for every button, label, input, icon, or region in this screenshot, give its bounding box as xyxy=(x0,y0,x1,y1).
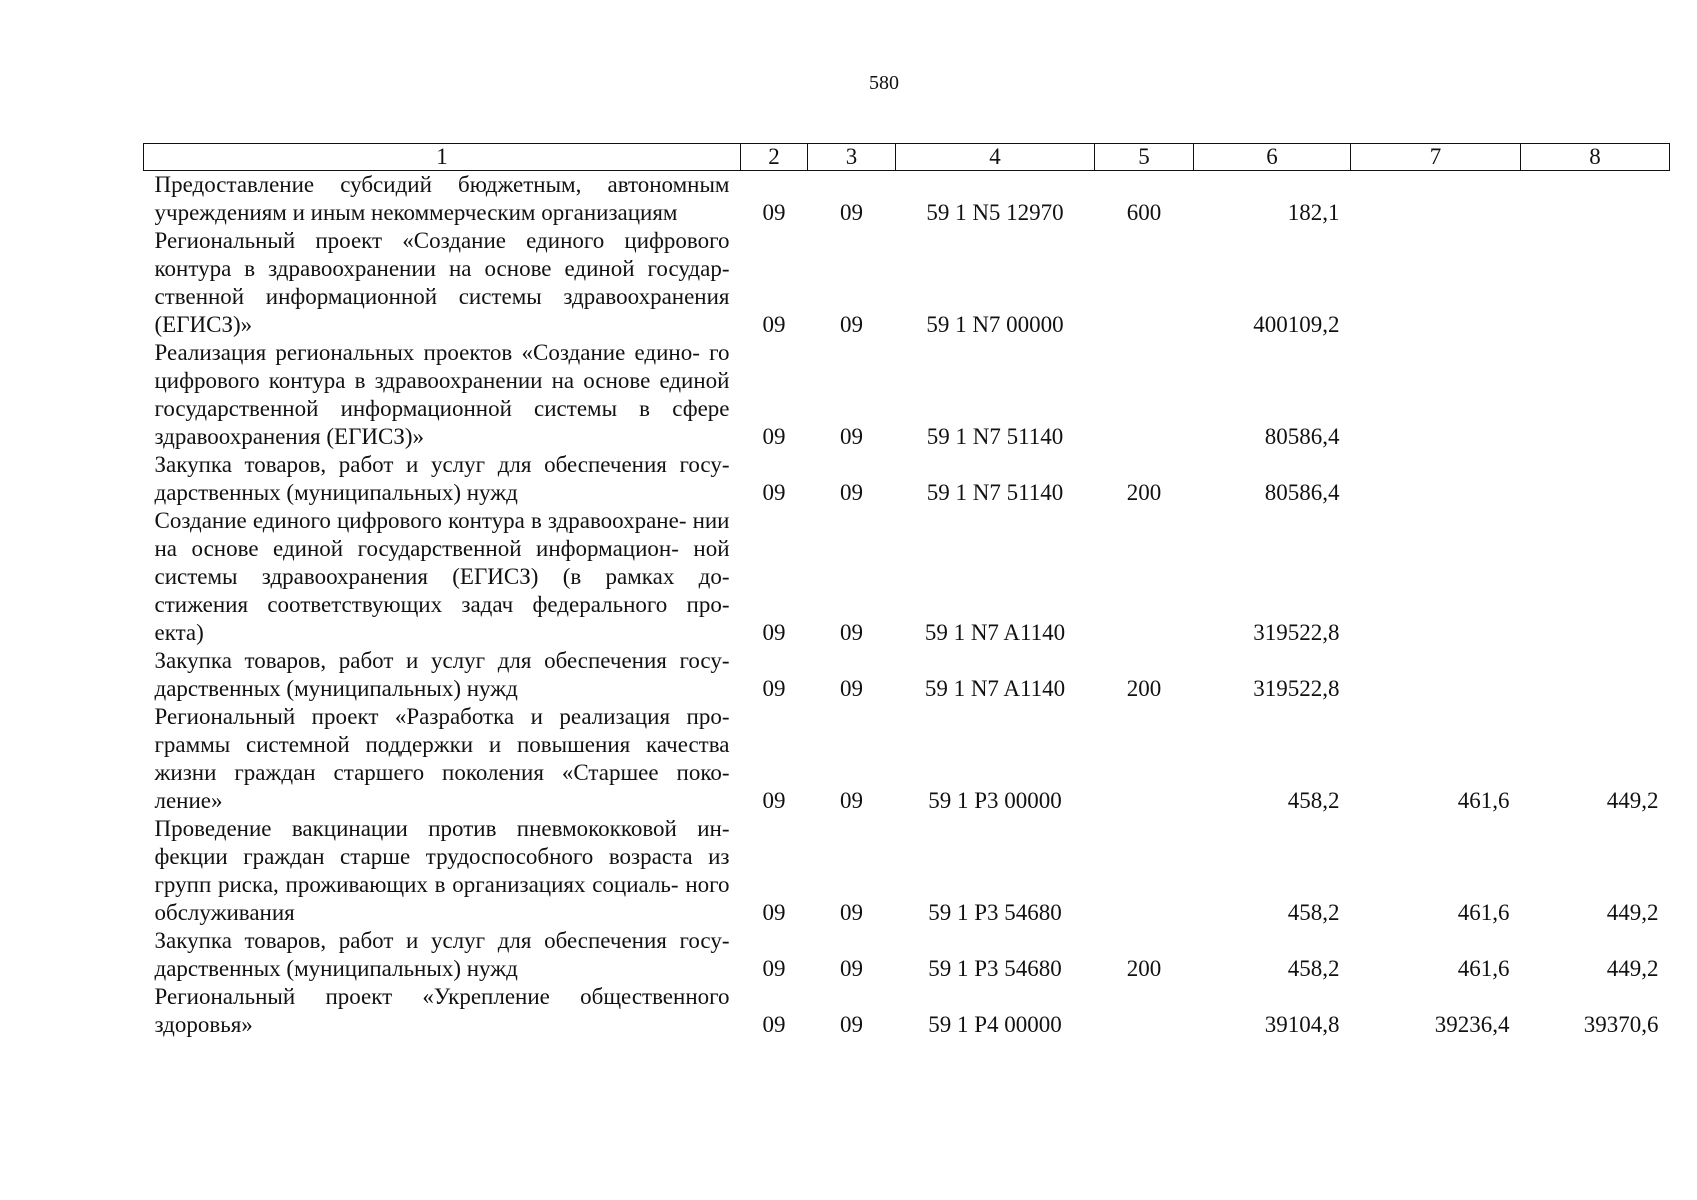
amount-col-7 xyxy=(1351,339,1521,451)
target-article-code: 59 1 N7 A1140 xyxy=(924,676,1066,701)
amount-col-7 xyxy=(1351,647,1521,703)
target-article-code: 59 1 P3 54680 xyxy=(928,900,1062,925)
amount-col-6: 458,2 xyxy=(1287,788,1340,813)
subsection-code: 09 xyxy=(840,900,863,925)
amount-col-7: 461,6 xyxy=(1457,900,1510,925)
section-code: 09 xyxy=(762,1012,786,1037)
target-article-code: 59 1 P3 00000 xyxy=(928,788,1062,813)
section-code: 09 xyxy=(762,900,786,925)
amount-col-7: 39236,4 xyxy=(1434,1012,1510,1037)
amount-col-8: 449,2 xyxy=(1606,788,1659,813)
description-line: ление» xyxy=(154,788,223,813)
amount-col-6: 182,1 xyxy=(1287,200,1340,225)
description-line: го цифрового контура в здравоохранении на основе xyxy=(154,340,730,393)
subsection-code: 09 xyxy=(840,620,863,645)
table-row xyxy=(144,647,1670,703)
table-row xyxy=(144,451,1670,507)
amount-col-6: 458,2 xyxy=(1287,900,1340,925)
target-article-code: 59 1 N5 12970 xyxy=(926,200,1064,225)
description-line: единой государственной информационной системы в xyxy=(154,368,730,421)
amount-col-6: 39104,8 xyxy=(1264,1012,1340,1037)
amount-col-6: 458,2 xyxy=(1287,956,1340,981)
subsection-code: 09 xyxy=(840,956,863,981)
row-description xyxy=(144,171,741,228)
section-code: 09 xyxy=(762,620,786,645)
description-line: стижения соответствующих задач федерального про- xyxy=(154,592,730,617)
description-line: ной системы здравоохранения (ЕГИСЗ) (в рамках до- xyxy=(154,536,730,589)
description-line: Закупка товаров, работ и услуг для обеспечения госу- xyxy=(154,648,730,673)
table-row xyxy=(144,507,1670,647)
expense-type-code xyxy=(1095,507,1194,647)
section-code: 09 xyxy=(762,424,786,449)
amount-col-6: 319522,8 xyxy=(1253,676,1340,701)
description-line: Закупка товаров, работ и услуг для обеспечения госу- xyxy=(154,928,730,953)
expense-type-code: 200 xyxy=(1126,480,1162,505)
expense-type-code xyxy=(1095,339,1194,451)
expense-type-code: 200 xyxy=(1126,956,1162,981)
amount-col-8 xyxy=(1521,647,1670,703)
description-line: сфере здравоохранения (ЕГИСЗ)» xyxy=(154,396,730,449)
amount-col-7: 461,6 xyxy=(1457,956,1510,981)
row-description xyxy=(144,507,741,647)
subsection-code: 09 xyxy=(840,480,863,505)
description-line: Создание единого цифрового контура в здравоохране- xyxy=(154,508,687,533)
description-line: ного обслуживания xyxy=(154,872,730,925)
subsection-code: 09 xyxy=(840,312,863,337)
table-row xyxy=(144,815,1670,927)
amount-col-8: 449,2 xyxy=(1606,956,1659,981)
amount-col-6: 400109,2 xyxy=(1253,312,1340,337)
column-header: 7 xyxy=(1351,144,1521,171)
description-line: здоровья» xyxy=(154,1012,253,1037)
section-code: 09 xyxy=(762,676,786,701)
table-row xyxy=(144,927,1670,983)
table-row xyxy=(144,983,1670,1039)
description-line: (ЕГИСЗ)» xyxy=(154,312,253,337)
description-line: ственной информационной системы здравоохранения xyxy=(154,284,730,309)
amount-col-8: 39370,6 xyxy=(1583,1012,1659,1037)
table-row xyxy=(144,703,1670,815)
description-line: фекции граждан старше трудоспособного возраста из xyxy=(154,844,730,869)
column-header: 2 xyxy=(741,144,808,171)
description-line: Предоставление субсидий бюджетным, автономным xyxy=(154,172,730,197)
subsection-code: 09 xyxy=(840,1012,863,1037)
column-header: 8 xyxy=(1521,144,1670,171)
column-header: 4 xyxy=(896,144,1095,171)
description-line: учреждениям и иным некоммерческим организациям xyxy=(154,200,678,225)
row-description xyxy=(144,227,741,339)
target-article-code: 59 1 P3 54680 xyxy=(928,956,1062,981)
amount-col-7 xyxy=(1351,451,1521,507)
amount-col-8: 449,2 xyxy=(1606,900,1659,925)
description-line: Проведение вакцинации против пневмококковой ин- xyxy=(154,816,730,841)
description-line: нии на основе единой государственной информацион- xyxy=(154,508,730,561)
row-description xyxy=(144,451,741,507)
subsection-code: 09 xyxy=(840,200,863,225)
amount-col-8 xyxy=(1521,227,1670,339)
description-line: екта) xyxy=(154,620,204,645)
table-body xyxy=(144,171,1670,1040)
description-line: групп риска, проживающих в организациях социаль- xyxy=(154,872,679,897)
amount-col-8 xyxy=(1521,339,1670,451)
amount-col-7: 461,6 xyxy=(1457,788,1510,813)
description-line: Закупка товаров, работ и услуг для обеспечения госу- xyxy=(154,452,730,477)
column-header: 1 xyxy=(144,144,741,171)
description-line: Региональный проект «Разработка и реализация про- xyxy=(154,704,730,729)
description-line: Реализация региональных проектов «Создание едино- xyxy=(154,340,700,365)
budget-table xyxy=(143,143,1670,1039)
row-description xyxy=(144,647,741,703)
table-header-row xyxy=(144,144,1670,171)
row-description xyxy=(144,815,741,927)
page-number: 580 xyxy=(869,72,899,94)
amount-col-6: 80586,4 xyxy=(1264,424,1340,449)
description-line: Региональный проект «Укрепление общественного xyxy=(154,984,730,1009)
row-description xyxy=(144,983,741,1039)
expense-type-code xyxy=(1095,815,1194,927)
amount-col-7 xyxy=(1351,171,1521,228)
row-description xyxy=(144,339,741,451)
column-header: 6 xyxy=(1194,144,1351,171)
expense-type-code: 200 xyxy=(1126,676,1162,701)
amount-col-6: 80586,4 xyxy=(1264,480,1340,505)
column-header: 5 xyxy=(1095,144,1194,171)
section-code: 09 xyxy=(762,200,786,225)
expense-type-code xyxy=(1095,227,1194,339)
column-header: 3 xyxy=(808,144,896,171)
table-row xyxy=(144,171,1670,228)
target-article-code: 59 1 N7 00000 xyxy=(926,312,1064,337)
description-line: Региональный проект «Создание единого цифрового xyxy=(154,228,730,253)
expense-type-code: 600 xyxy=(1126,200,1162,225)
subsection-code: 09 xyxy=(840,424,863,449)
subsection-code: 09 xyxy=(840,676,863,701)
section-code: 09 xyxy=(762,312,786,337)
row-description xyxy=(144,703,741,815)
amount-col-7 xyxy=(1351,227,1521,339)
section-code: 09 xyxy=(762,788,786,813)
description-line: граммы системной поддержки и повышения качества xyxy=(154,732,730,757)
target-article-code: 59 1 N7 51140 xyxy=(926,480,1064,505)
description-line: дарственных (муниципальных) нужд xyxy=(154,956,518,981)
section-code: 09 xyxy=(762,480,786,505)
target-article-code: 59 1 N7 A1140 xyxy=(924,620,1066,645)
description-line: контура в здравоохранении на основе единой государ- xyxy=(154,256,730,281)
description-line: дарственных (муниципальных) нужд xyxy=(154,480,518,505)
expense-type-code xyxy=(1095,703,1194,815)
amount-col-8 xyxy=(1521,451,1670,507)
expense-type-code xyxy=(1095,983,1194,1039)
table-row xyxy=(144,339,1670,451)
description-line: жизни граждан старшего поколения «Старшее поко- xyxy=(154,760,730,785)
subsection-code: 09 xyxy=(840,788,863,813)
section-code: 09 xyxy=(762,956,786,981)
target-article-code: 59 1 P4 00000 xyxy=(928,1012,1062,1037)
amount-col-8 xyxy=(1521,171,1670,228)
row-description xyxy=(144,927,741,983)
target-article-code: 59 1 N7 51140 xyxy=(926,424,1064,449)
amount-col-6: 319522,8 xyxy=(1253,620,1340,645)
amount-col-7 xyxy=(1351,507,1521,647)
description-line: дарственных (муниципальных) нужд xyxy=(154,676,518,701)
amount-col-8 xyxy=(1521,507,1670,647)
table-row xyxy=(144,227,1670,339)
